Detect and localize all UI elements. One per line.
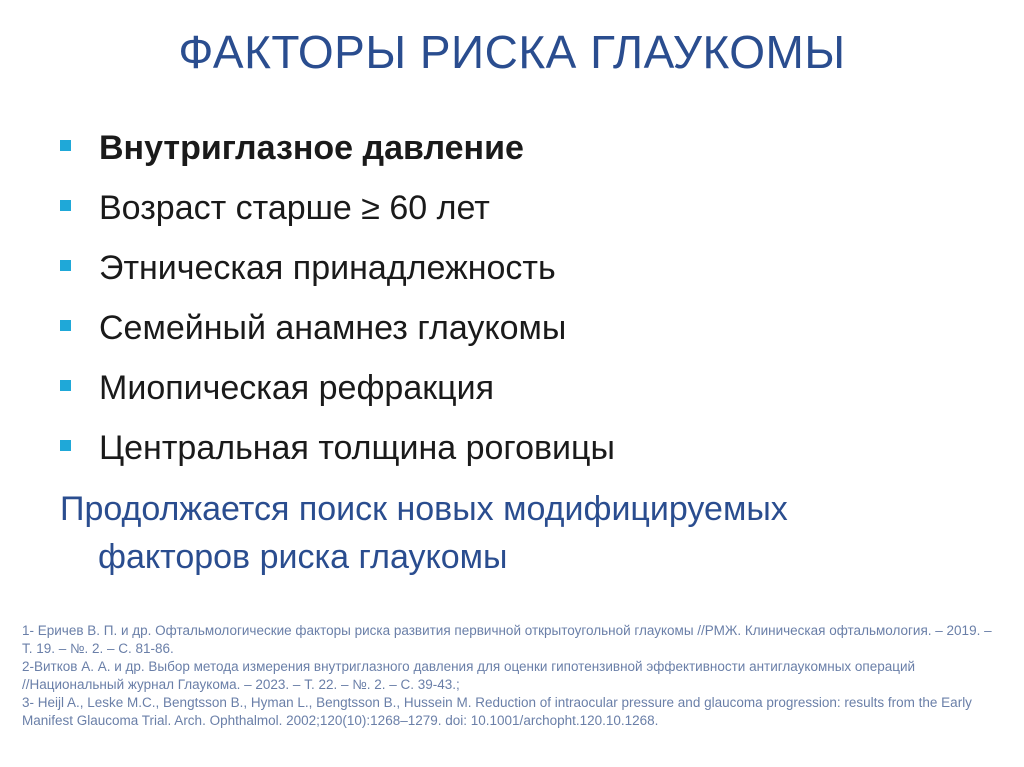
slide-title: ФАКТОРЫ РИСКА ГЛАУКОМЫ bbox=[178, 26, 846, 78]
square-bullet-icon bbox=[60, 380, 71, 391]
square-bullet-icon bbox=[60, 320, 71, 331]
reference-line: //Национальный журнал Глаукома. – 2023. – Т. 22. – №. 2. – С. 39-43.; bbox=[22, 677, 460, 692]
list-item-label: Центральная толщина роговицы bbox=[99, 429, 615, 467]
list-item-label: Внутриглазное давление bbox=[99, 129, 524, 167]
research-note bbox=[60, 485, 1000, 581]
reference-line: 1- Еричев В. П. и др. Офтальмологические факторы риска развития первичной открытоугольной глаукомы //РМЖ. Клиническая офтальмология. – 2019. – bbox=[22, 623, 992, 638]
list-item-label: Миопическая рефракция bbox=[99, 369, 495, 407]
list-item bbox=[60, 118, 1000, 178]
square-bullet-icon bbox=[60, 260, 71, 271]
list-item bbox=[60, 178, 1000, 238]
research-note-line-1: Продолжается поиск новых модифицируемых bbox=[60, 490, 788, 528]
reference-line: Т. 19. – №. 2. – С. 81-86. bbox=[22, 641, 174, 656]
list-item bbox=[60, 358, 1000, 418]
square-bullet-icon bbox=[60, 440, 71, 451]
list-item-label: Возраст старше ≥ 60 лет bbox=[99, 189, 490, 227]
list-item bbox=[60, 418, 1000, 478]
list-item bbox=[60, 238, 1000, 298]
reference-line: 2-Витков А. А. и др. Выбор метода измерения внутриглазного давления для оценки гипотензивной эффективности антиглаукомных операций bbox=[22, 659, 916, 674]
square-bullet-icon bbox=[60, 140, 71, 151]
list-item-label: Семейный анамнез глаукомы bbox=[99, 309, 567, 347]
reference-line: 3- Heijl A., Leske M.C., Bengtsson B., Hyman L., Bengtsson B., Hussein M. Reduction of intraocular pressure and glaucoma progression: results from the Early bbox=[22, 695, 972, 710]
reference-line: Manifest Glaucoma Trial. Arch. Ophthalmol. 2002;120(10):1268–1279. doi: 10.1001/archopht.120.10.1268. bbox=[22, 713, 659, 728]
risk-factor-list bbox=[60, 118, 1000, 478]
list-item-label: Этническая принадлежность bbox=[99, 249, 556, 287]
square-bullet-icon bbox=[60, 200, 71, 211]
research-note-line-2: факторов риска глаукомы bbox=[98, 538, 508, 576]
references bbox=[22, 622, 1012, 730]
list-item bbox=[60, 298, 1000, 358]
